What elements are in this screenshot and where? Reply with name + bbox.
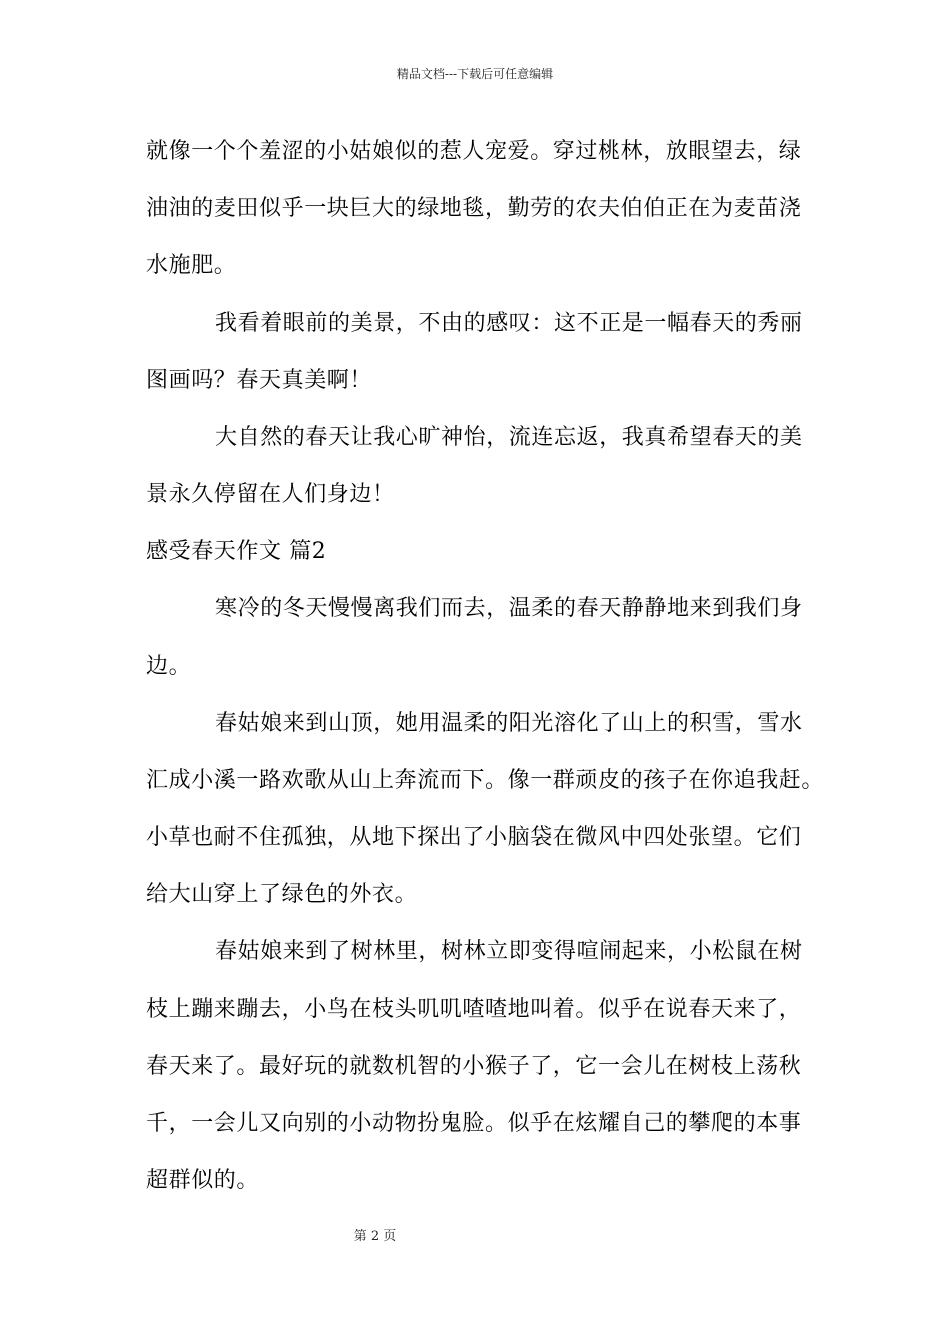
page-header: 精品文档---下载后可任意编辑 (396, 67, 554, 81)
text-line: 图画吗？春天真美啊！ (146, 368, 373, 393)
text-line: 超群似的。 (146, 1168, 260, 1193)
text-line: 景永久停留在人们身边！ (146, 482, 395, 507)
text-line: 油油的麦田似乎一块巨大的绿地毯，勤劳的农夫伯伯正在为麦苗浇 (146, 196, 802, 221)
text-line: 就像一个个羞涩的小姑娘似的惹人宠爱。穿过桃林，放眼望去，绿 (146, 139, 802, 164)
text-line: 春姑娘来到山顶，她用温柔的阳光溶化了山上的积雪，雪水 (215, 711, 803, 736)
text-line: 汇成小溪一路欢歌从山上奔流而下。像一群顽皮的孩子在你追我赶。 (146, 768, 825, 793)
text-line: 枝上蹦来蹦去，小鸟在枝头叽叽喳喳地叫着。似乎在说春天来了， (146, 997, 802, 1022)
page-footer: 第 2 页 (353, 1229, 397, 1244)
text-line: 春姑娘来到了树林里，树林立即变得喧闹起来，小松鼠在树 (215, 939, 803, 964)
text-line: 水施肥。 (146, 253, 237, 278)
text-line: 大自然的春天让我心旷神怡，流连忘返，我真希望春天的美 (215, 425, 803, 450)
section-heading: 感受春天作文 篇2 (146, 539, 327, 564)
text-line: 我看着眼前的美景，不由的感叹：这不正是一幅春天的秀丽 (215, 311, 803, 336)
text-line: 千，一会儿又向别的小动物扮鬼脸。似乎在炫耀自己的攀爬的本事 (146, 1111, 802, 1136)
text-line: 春天来了。最好玩的就数机智的小猴子了，它一会儿在树枝上荡秋 (146, 1054, 802, 1079)
text-line: 边。 (146, 654, 192, 679)
text-line: 给大山穿上了绿色的外衣。 (146, 882, 418, 907)
text-line: 寒冷的冬天慢慢离我们而去，温柔的春天静静地来到我们身 (215, 596, 803, 621)
text-line: 小草也耐不住孤独，从地下探出了小脑袋在微风中四处张望。它们 (146, 825, 802, 850)
